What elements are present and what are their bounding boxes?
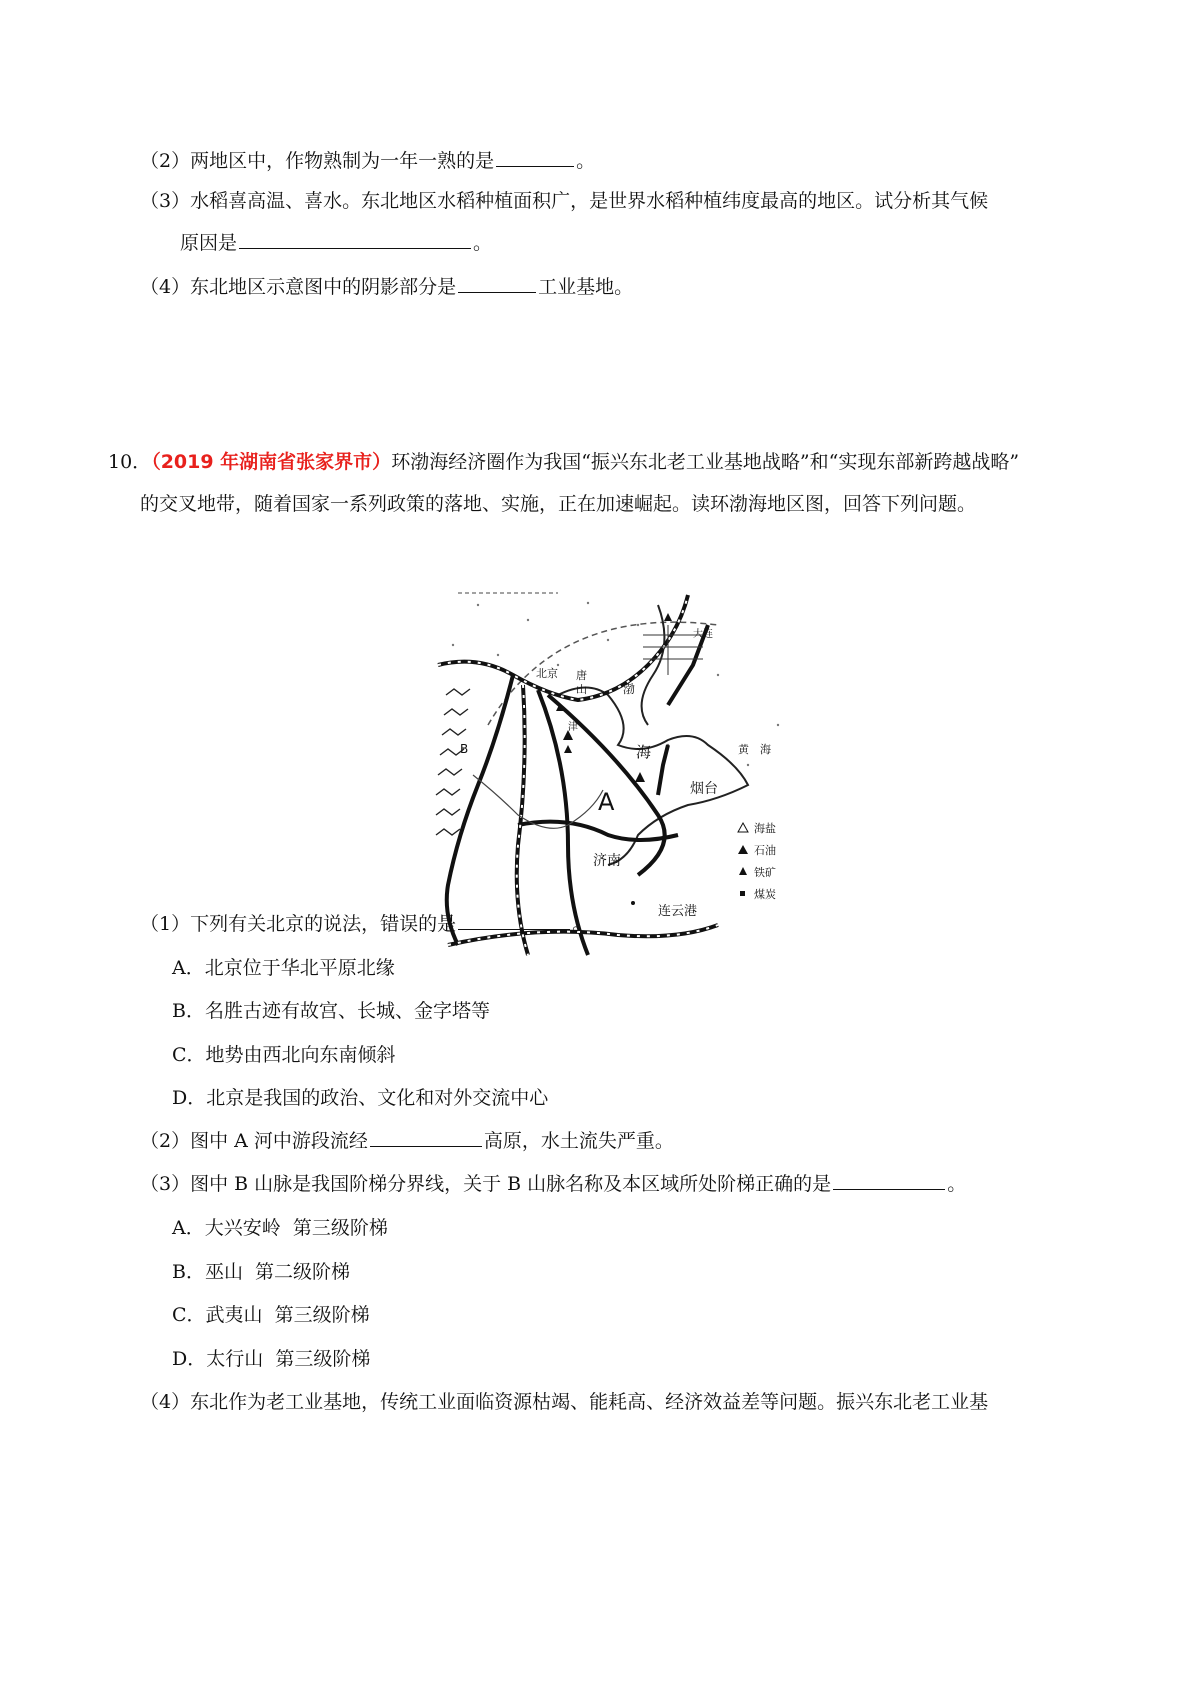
answer-blank[interactable]: [833, 1171, 945, 1190]
label-beijing: 北京: [536, 667, 558, 680]
legend-coal: 煤炭: [754, 888, 776, 901]
bohai-region-map: [418, 585, 810, 963]
label-tangshan-1: 唐: [576, 669, 587, 682]
q9-part4: （4）东北地区示意图中的阴影部分是 工业基地。: [140, 276, 634, 298]
label-hai: 海: [636, 743, 652, 761]
label-bohai: 渤: [623, 682, 636, 696]
q9-part3: （3）水稻喜高温、喜水。东北地区水稻种植面积广，是世界水稻种植纬度最高的地区。试分析其气候: [140, 190, 989, 212]
legend-iron: 铁矿: [754, 866, 776, 879]
label-tianjin: 津: [568, 722, 578, 733]
answer-blank[interactable]: [239, 230, 471, 249]
q10-p1-option-c[interactable]: C．地势由西北向东南倾斜: [172, 1044, 396, 1066]
answer-blank[interactable]: [458, 274, 536, 293]
q9-part3-cont: 原因是 。: [180, 232, 493, 254]
q10-p3-option-a[interactable]: A．大兴安岭 第三级阶梯: [172, 1217, 388, 1239]
q10-p1-option-b[interactable]: B．名胜古迹有故宫、长城、金字塔等: [172, 1000, 490, 1022]
q10-stem: 10．（2019 年湖南省张家界市）环渤海经济圈作为我国“振兴东北老工业基地战略”和“实现东部新跨越战略”: [108, 451, 1020, 473]
q10-p3-option-c[interactable]: C．武夷山 第三级阶梯: [172, 1304, 370, 1326]
q10-part1: （1）下列有关北京的说法，错误的是 。: [140, 913, 592, 935]
label-huanghai: 黄 海: [738, 743, 771, 756]
q10-part2: （2）图中 A 河中游段流经 高原，水土流失严重。: [140, 1130, 674, 1152]
label-jinan: 济南: [593, 853, 621, 869]
q9-part2: （2）两地区中，作物熟制为一年一熟的是 。: [140, 150, 596, 172]
q10-p3-option-d[interactable]: D．太行山 第三级阶梯: [172, 1348, 371, 1370]
legend-salt: 海盐: [754, 822, 776, 835]
q10-p1-option-d[interactable]: D．北京是我国的政治、文化和对外交流中心: [172, 1087, 549, 1109]
label-b: B: [460, 742, 469, 756]
q10-p3-option-b[interactable]: B．巫山 第二级阶梯: [172, 1261, 351, 1283]
q10-p1-option-a[interactable]: A．北京位于华北平原北缘: [172, 957, 395, 979]
q10-part4: （4）东北作为老工业基地，传统工业面临资源枯竭、能耗高、经济效益差等问题。振兴东北老工业基: [140, 1391, 989, 1413]
label-dalian: 大连: [693, 629, 713, 640]
answer-blank[interactable]: [496, 148, 574, 167]
label-yantai: 烟台: [690, 781, 718, 797]
label-lianyungang: 连云港: [658, 904, 698, 919]
legend-oil: 石油: [754, 844, 776, 857]
answer-blank[interactable]: [370, 1128, 482, 1147]
question-number: 10．: [108, 451, 152, 473]
q10-part3: （3）图中 B 山脉是我国阶梯分界线，关于 B 山脉名称及本区域所处阶梯正确的是 。: [140, 1173, 967, 1195]
label-tangshan-2: 山: [576, 683, 587, 696]
label-a: A: [598, 788, 615, 816]
q10-stem-cont: 的交叉地带，随着国家一系列政策的落地、实施，正在加速崛起。读环渤海地区图，回答下列问题。: [140, 493, 977, 515]
question-source: （2019 年湖南省张家界市）: [151, 451, 392, 473]
legend-coal-icon: [740, 891, 745, 896]
answer-blank[interactable]: [458, 911, 570, 930]
